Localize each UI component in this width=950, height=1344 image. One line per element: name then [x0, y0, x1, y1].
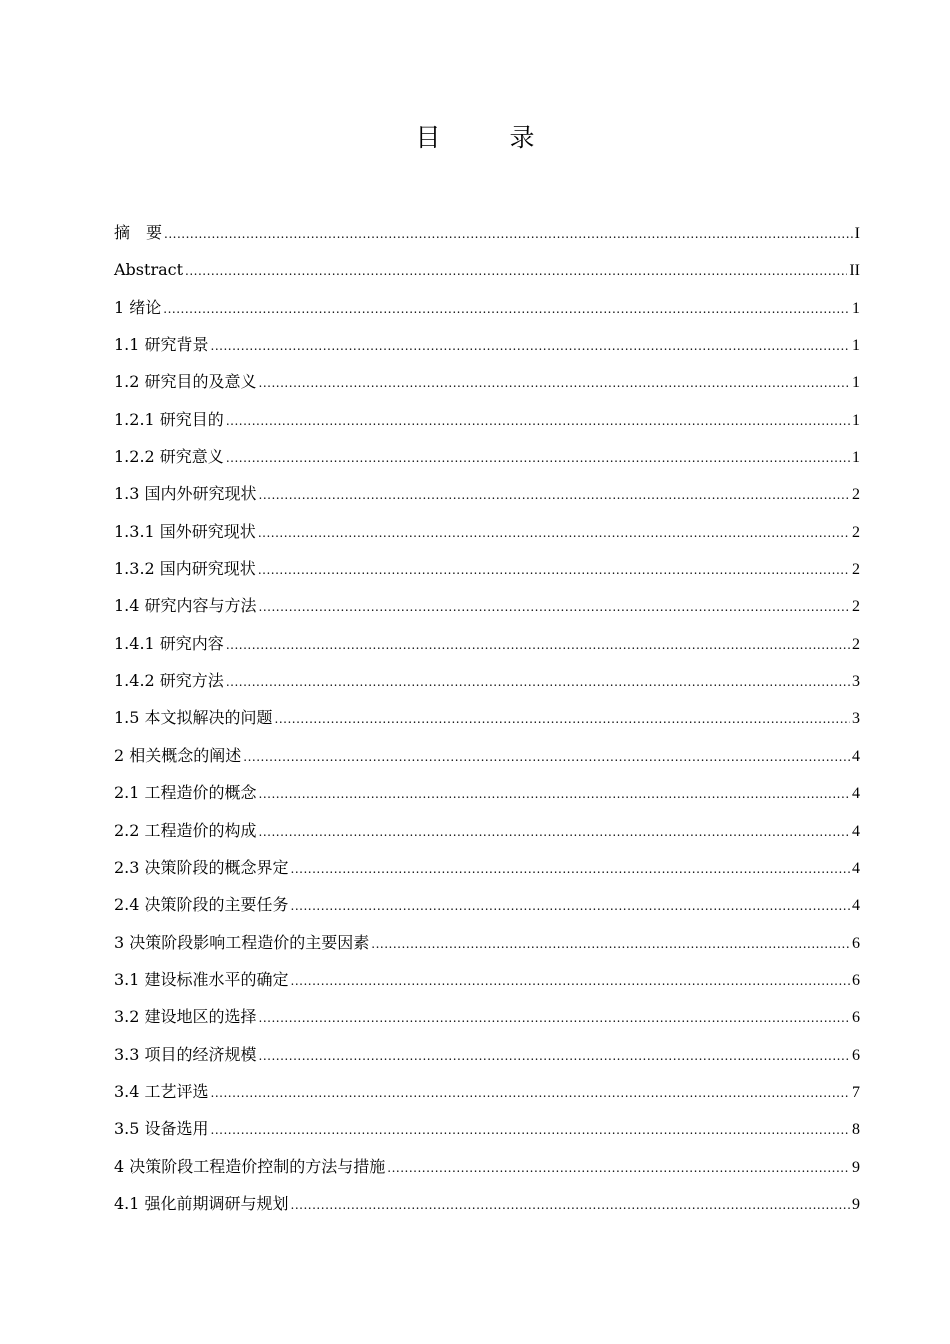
toc-entry-label: 2 相关概念的阐述: [114, 745, 242, 765]
toc-entry[interactable]: [114, 513, 860, 550]
toc-entry[interactable]: [114, 774, 860, 811]
toc-entry-page-number: 9: [852, 1158, 860, 1176]
toc-entry-label: 1.4.2 研究方法: [114, 671, 224, 691]
toc-entry[interactable]: [114, 214, 860, 251]
toc-entry-label: 摘 要: [114, 223, 163, 242]
toc-entry-label: 4.1 强化前期调研与规划: [114, 1193, 289, 1213]
toc-entry-label: 1.1 研究背景: [114, 335, 209, 355]
toc-entry[interactable]: [114, 587, 860, 624]
toc-entry-page-number: 4: [852, 859, 860, 877]
table-of-contents: [114, 214, 860, 1222]
toc-entry-label: 3.1 建设标准水平的确定: [114, 969, 289, 989]
toc-entry-page-number: 4: [852, 785, 860, 803]
toc-entry-page-number: 6: [852, 1009, 860, 1027]
toc-dot-leader: [211, 1112, 850, 1149]
toc-entry[interactable]: [114, 363, 860, 400]
toc-entry-label: 1.3 国内外研究现状: [114, 484, 257, 504]
toc-dot-leader: [226, 664, 850, 701]
toc-entry[interactable]: [114, 1036, 860, 1073]
toc-entry-label: 1.3.1 国外研究现状: [114, 521, 256, 541]
toc-dot-leader: [259, 365, 850, 402]
toc-dot-leader: [259, 814, 850, 851]
toc-entry-label: 1.3.2 国内研究现状: [114, 559, 256, 579]
toc-entry-page-number: 8: [852, 1121, 860, 1139]
toc-entry[interactable]: [114, 438, 860, 475]
toc-entry[interactable]: [114, 1185, 860, 1222]
toc-entry-label: 3 决策阶段影响工程造价的主要因素: [114, 932, 370, 952]
toc-dot-leader: [291, 1187, 850, 1224]
toc-entry[interactable]: [114, 924, 860, 961]
toc-entry-label: 1.5 本文拟解决的问题: [114, 708, 273, 728]
toc-entry-label: 1.2.1 研究目的: [114, 409, 224, 429]
toc-entry-label: 1.2.2 研究意义: [114, 447, 224, 467]
toc-dot-leader: [259, 477, 850, 514]
toc-dot-leader: [258, 552, 850, 589]
toc-dot-leader: [275, 701, 850, 738]
page-title: 目 录: [415, 123, 557, 152]
toc-entry[interactable]: [114, 662, 860, 699]
toc-dot-leader: [291, 851, 850, 888]
toc-entry-label: Abstract: [114, 260, 184, 280]
toc-entry-label: 1.4 研究内容与方法: [114, 596, 257, 616]
toc-entry-label: 1 绪论: [114, 297, 162, 317]
toc-entry-page-number: 1: [852, 374, 860, 392]
toc-entry-label: 3.5 设备选用: [114, 1119, 209, 1139]
toc-dot-leader: [163, 291, 850, 328]
toc-entry-page-number: 4: [852, 822, 860, 840]
toc-entry[interactable]: [114, 326, 860, 363]
toc-dot-leader: [291, 963, 850, 1000]
toc-dot-leader: [371, 926, 850, 963]
toc-entry-page-number: 3: [852, 673, 860, 691]
toc-dot-leader: [387, 1150, 850, 1187]
toc-entry-page-number: 3: [852, 710, 860, 728]
toc-entry[interactable]: [114, 550, 860, 587]
toc-entry-label: 1.2 研究目的及意义: [114, 372, 257, 392]
toc-entry-label: 2.4 决策阶段的主要任务: [114, 895, 289, 915]
toc-dot-leader: [258, 515, 850, 552]
toc-entry-label: 3.2 建设地区的选择: [114, 1007, 257, 1027]
toc-entry-label: 1.4.1 研究内容: [114, 633, 224, 653]
toc-entry[interactable]: [114, 401, 860, 438]
toc-entry-label: 3.3 项目的经济规模: [114, 1044, 257, 1064]
toc-entry-page-number: 6: [852, 934, 860, 952]
toc-entry[interactable]: [114, 886, 860, 923]
toc-entry-label: 2.2 工程造价的构成: [114, 820, 257, 840]
toc-dot-leader: [164, 216, 853, 253]
toc-dot-leader: [243, 739, 850, 776]
toc-entry-page-number: 7: [852, 1083, 860, 1101]
toc-entry-label: 3.4 工艺评选: [114, 1081, 209, 1101]
toc-entry[interactable]: [114, 1110, 860, 1147]
toc-entry-page-number: 6: [852, 1046, 860, 1064]
toc-entry-page-number: 1: [852, 337, 860, 355]
toc-dot-leader: [211, 328, 850, 365]
toc-entry[interactable]: [114, 849, 860, 886]
toc-entry-page-number: 4: [852, 747, 860, 765]
toc-entry-page-number: 1: [852, 449, 860, 467]
toc-entry[interactable]: [114, 699, 860, 736]
toc-dot-leader: [211, 1075, 850, 1112]
toc-dot-leader: [291, 888, 850, 925]
toc-entry-page-number: 2: [852, 486, 860, 504]
toc-entry[interactable]: [114, 1073, 860, 1110]
toc-dot-leader: [185, 253, 847, 290]
toc-entry-page-number: 2: [852, 635, 860, 653]
toc-entry-page-number: 2: [852, 523, 860, 541]
toc-entry[interactable]: [114, 812, 860, 849]
toc-dot-leader: [226, 440, 850, 477]
toc-entry-page-number: 1: [852, 299, 860, 317]
toc-entry[interactable]: [114, 289, 860, 326]
toc-dot-leader: [226, 627, 850, 664]
toc-entry-label: 4 决策阶段工程造价控制的方法与措施: [114, 1156, 386, 1176]
toc-entry[interactable]: [114, 998, 860, 1035]
toc-entry-label: 2.1 工程造价的概念: [114, 783, 257, 803]
toc-entry-page-number: 4: [852, 897, 860, 915]
toc-entry[interactable]: [114, 961, 860, 998]
toc-entry[interactable]: [114, 251, 860, 288]
toc-entry[interactable]: [114, 737, 860, 774]
toc-dot-leader: [259, 1000, 850, 1037]
toc-dot-leader: [259, 589, 850, 626]
toc-dot-leader: [226, 403, 850, 440]
toc-entry-page-number: I: [854, 225, 860, 242]
toc-entry[interactable]: [114, 475, 860, 512]
toc-entry[interactable]: [114, 1148, 860, 1185]
toc-entry-page-number: 1: [852, 411, 860, 429]
toc-entry-page-number: 6: [852, 971, 860, 989]
toc-entry-page-number: II: [849, 262, 860, 280]
toc-entry-label: 2.3 决策阶段的概念界定: [114, 857, 289, 877]
toc-entry-page-number: 2: [852, 561, 860, 579]
toc-dot-leader: [259, 1038, 850, 1075]
toc-entry[interactable]: [114, 625, 860, 662]
toc-entry-page-number: 2: [852, 598, 860, 616]
toc-dot-leader: [259, 776, 850, 813]
toc-entry-page-number: 9: [852, 1195, 860, 1213]
